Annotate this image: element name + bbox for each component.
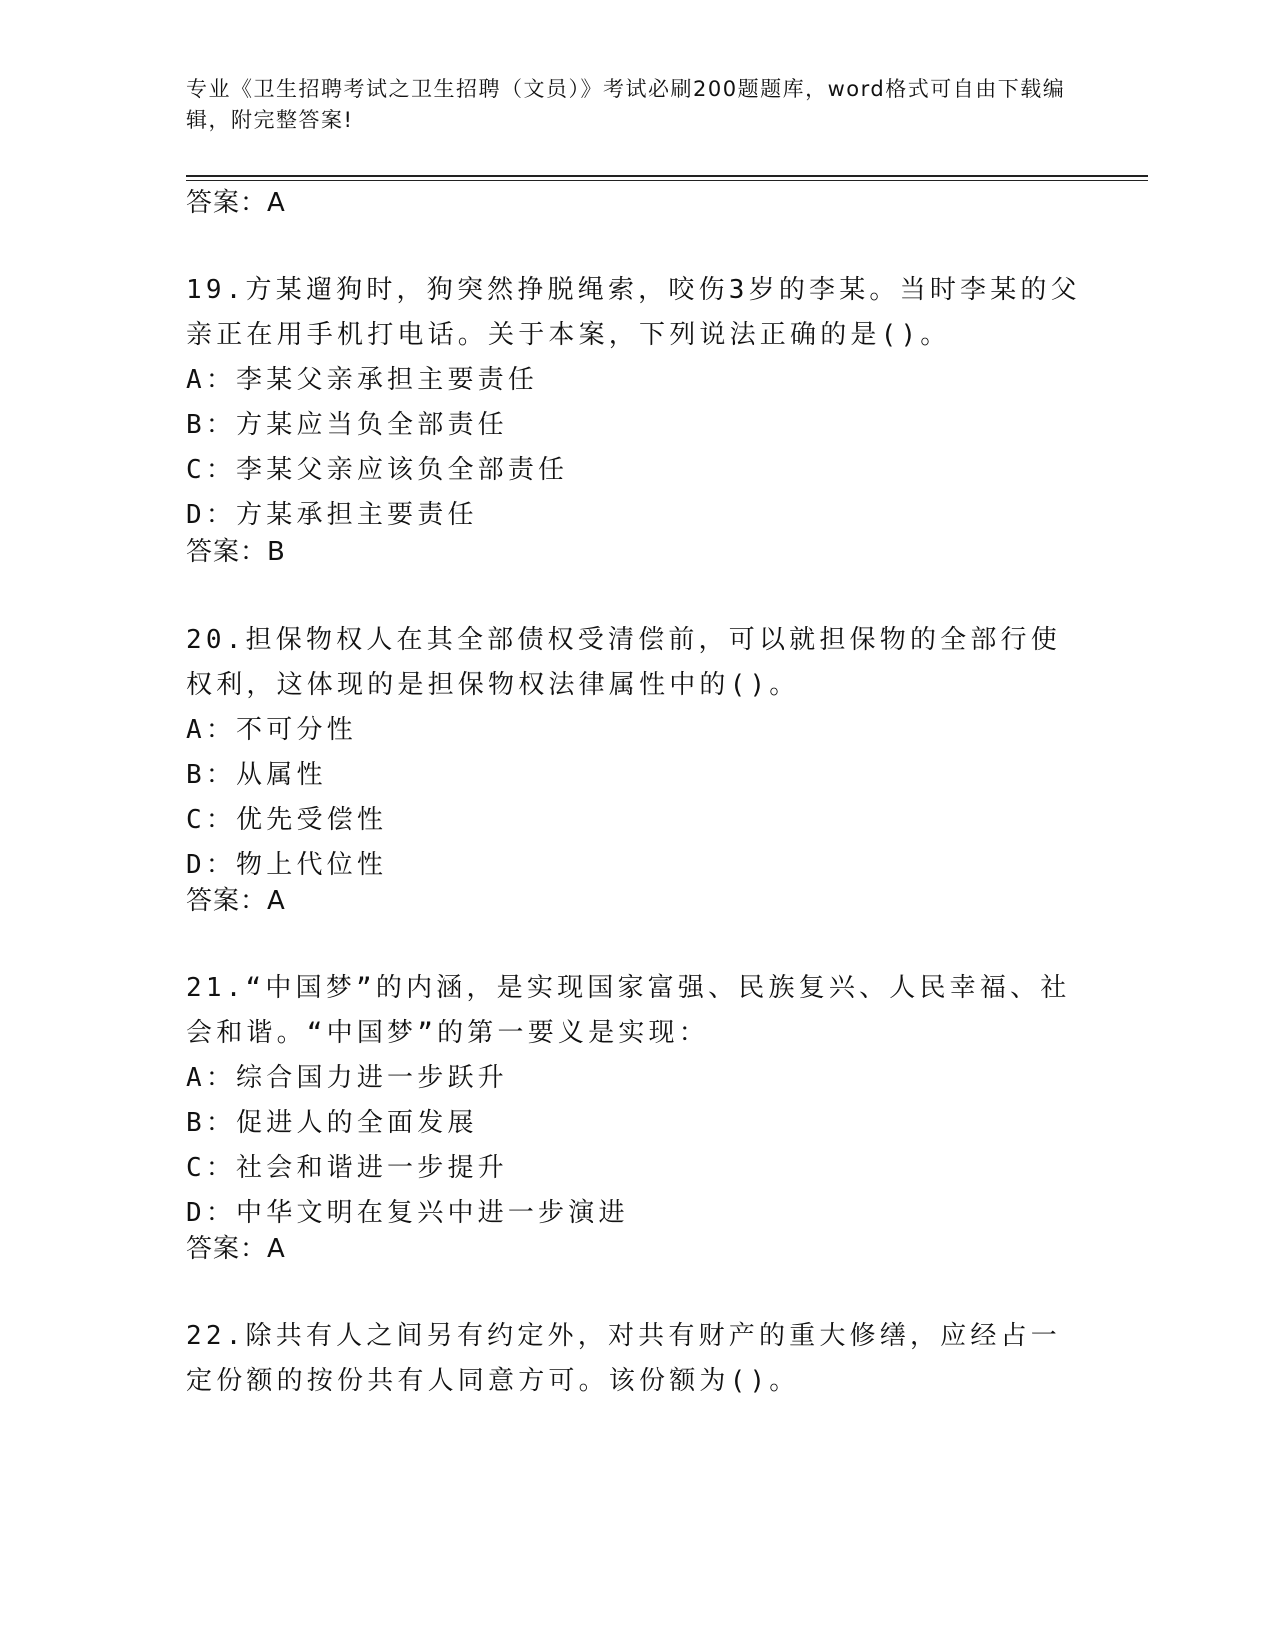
question-22 bbox=[186, 1314, 1086, 1404]
question-21 bbox=[186, 966, 1086, 1236]
option-c: C：李某父亲应该负全部责任 bbox=[186, 455, 569, 485]
option-b: B：促进人的全面发展 bbox=[186, 1108, 478, 1138]
header-divider-thick bbox=[186, 175, 1148, 177]
answer-21: 答案：A bbox=[186, 1234, 286, 1264]
option-c: C：社会和谐进一步提升 bbox=[186, 1153, 508, 1183]
answer-20: 答案：A bbox=[186, 886, 286, 916]
option-d: D：中华文明在复兴中进一步演进 bbox=[186, 1198, 629, 1228]
question-stem: 19.方某遛狗时，狗突然挣脱绳索，咬伤3岁的李某。当时李某的父亲正在用手机打电话。关于本案，下列说法正确的是()。 bbox=[186, 275, 1081, 350]
question-stem: 20.担保物权人在其全部债权受清偿前，可以就担保物的全部行使权利，这体现的是担保物权法律属性中的()。 bbox=[186, 625, 1061, 700]
option-a: A：李某父亲承担主要责任 bbox=[186, 365, 539, 395]
option-b: B：方某应当负全部责任 bbox=[186, 410, 508, 440]
option-d: D：方某承担主要责任 bbox=[186, 500, 478, 530]
answer-19: 答案：B bbox=[186, 537, 286, 567]
header-divider-thin bbox=[186, 180, 1148, 181]
option-a: A：不可分性 bbox=[186, 715, 357, 745]
option-d: D：物上代位性 bbox=[186, 850, 388, 880]
question-stem: 21.“中国梦”的内涵，是实现国家富强、民族复兴、人民幸福、社会和谐。“中国梦”的第一要义是实现： bbox=[186, 973, 1071, 1048]
answer-previous: 答案：A bbox=[186, 188, 286, 218]
option-b: B：从属性 bbox=[186, 760, 327, 790]
option-a: A：综合国力进一步跃升 bbox=[186, 1063, 508, 1093]
question-20 bbox=[186, 618, 1086, 888]
question-stem: 22.除共有人之间另有约定外，对共有财产的重大修缮，应经占一定份额的按份共有人同意方可。该份额为()。 bbox=[186, 1321, 1061, 1396]
option-c: C：优先受偿性 bbox=[186, 805, 388, 835]
question-19 bbox=[186, 268, 1086, 538]
page-header: 专业《卫生招聘考试之卫生招聘（文员）》考试必刷200题题库，word格式可自由下载编辑，附完整答案! bbox=[186, 77, 1066, 132]
